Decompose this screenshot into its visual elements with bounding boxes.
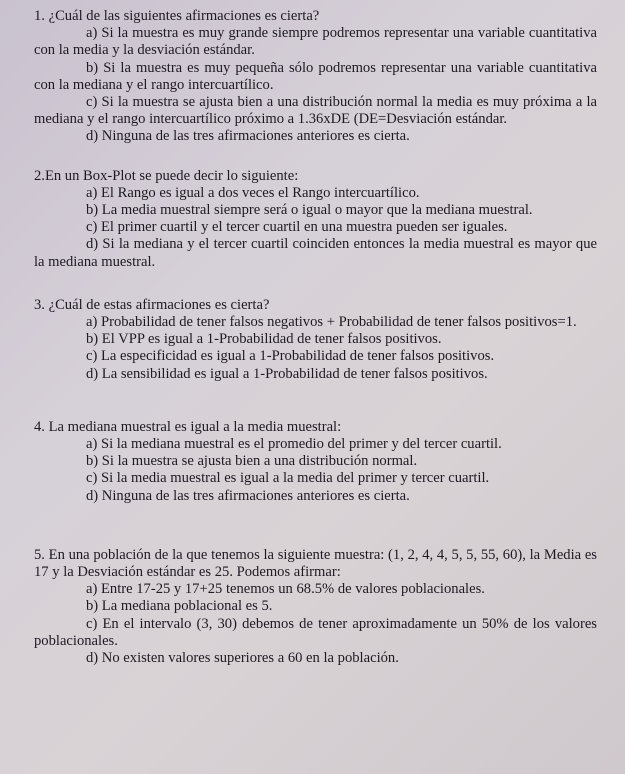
question-1-stem: 1. ¿Cuál de las siguientes afirmaciones es cierta? [34,8,320,24]
question-1-option-b: b) Si la muestra es muy pequeña sólo podremos representar una variable cuantitativa con la mediana y el rango intercuartílico. [34,59,597,93]
question-2-option-d: d) Si la mediana y el tercer cuartil coinciden entonces la media muestral es mayor que la mediana muestral. [34,236,597,270]
question-5-option-d: d) No existen valores superiores a 60 en la población. [86,650,399,667]
question-2-option-b: b) La media muestral siempre será o igual o mayor que la mediana muestral. [86,202,533,219]
question-3-option-d: d) La sensibilidad es igual a 1-Probabilidad de tener falsos positivos. [86,365,488,382]
question-3 [34,297,597,383]
question-1 [34,8,597,146]
question-1-option-d: d) Ninguna de las tres afirmaciones anteriores es cierta. [86,128,410,145]
question-3-option-a: a) Probabilidad de tener falsos negativos + Probabilidad de tener falsos positivos=1. [86,314,577,331]
question-5-option-b: b) La mediana poblacional es 5. [86,598,273,615]
question-5-option-c: c) En el intervalo (3, 30) debemos de tener aproximadamente un 50% de los valores poblacionales. [34,615,597,649]
question-3-stem: 3. ¿Cuál de estas afirmaciones es cierta? [34,296,270,313]
question-1-option-a: a) Si la muestra es muy grande siempre podremos representar una variable cuantitativa con la media y la desviación estándar. [34,25,597,59]
question-4-option-d: d) Ninguna de las tres afirmaciones anteriores es cierta. [86,487,410,504]
question-5-stem: 5. En una población de la que tenemos la siguiente muestra: (1, 2, 4, 4, 5, 5, 55, 60), la Media es 17 y la Desviación estándar es 25. Podemos afirmar: [34,546,597,581]
question-4 [34,419,597,505]
question-2-stem: 2.En un Box-Plot se puede decir lo siguiente: [34,167,299,184]
question-4-stem: 4. La mediana muestral es igual a la media muestral: [34,418,342,435]
question-2-option-c: c) El primer cuartil y el tercer cuartil en una muestra pueden ser iguales. [86,219,508,236]
question-2 [34,168,597,271]
question-1-option-c: c) Si la muestra se ajusta bien a una distribución normal la media es muy próxima a la mediana y el rango intercuartílico próximo a 1.36xDE (DE=Desviación estándar. [34,94,597,128]
question-3-option-c: c) La especificidad es igual a 1-Probabilidad de tener falsos positivos. [86,348,495,365]
question-3-option-b: b) El VPP es igual a 1-Probabilidad de tener falsos positivos. [86,331,442,348]
question-4-option-c: c) Si la media muestral es igual a la media del primer y tercer cuartil. [86,470,490,487]
question-5-option-a: a) Entre 17-25 y 17+25 tenemos un 68.5% de valores poblacionales. [86,581,485,598]
question-5 [34,547,597,667]
question-4-option-b: b) Si la muestra se ajusta bien a una distribución normal. [86,453,418,470]
question-2-option-a: a) El Rango es igual a dos veces el Rango intercuartílico. [86,184,420,201]
question-4-option-a: a) Si la mediana muestral es el promedio del primer y del tercer cuartil. [86,436,502,453]
